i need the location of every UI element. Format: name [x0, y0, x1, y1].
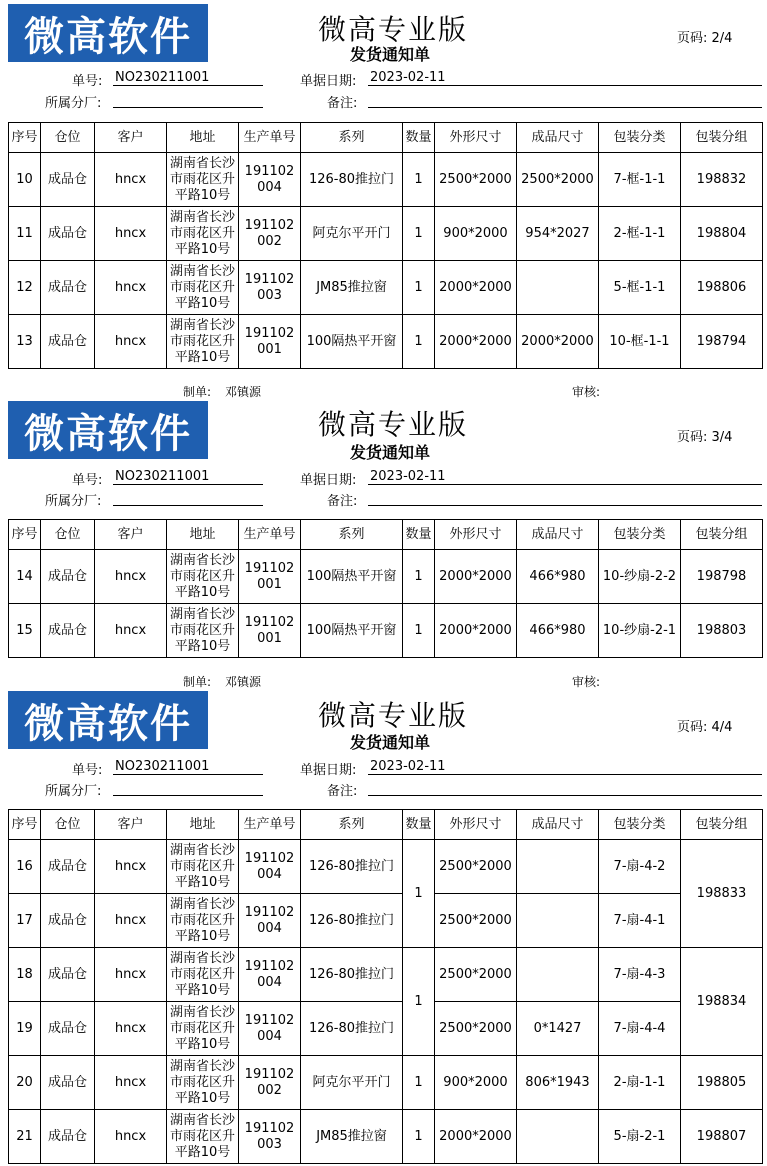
cell-wh: 成品仓: [41, 840, 95, 894]
table-row: [9, 1110, 763, 1164]
cell-wh: 成品仓: [41, 550, 95, 604]
cell-cust: hncx: [95, 207, 167, 261]
column-header: 数量: [403, 520, 435, 550]
cell-pack: 5-扇-2-1: [599, 1110, 681, 1164]
cell-wh: 成品仓: [41, 1002, 95, 1056]
cell-qty: 1: [403, 261, 435, 315]
table-row: [9, 604, 763, 658]
cell-pack: 7-扇-4-3: [599, 948, 681, 1002]
cell-prod: 191102002: [239, 1056, 301, 1110]
column-header: 地址: [167, 810, 239, 840]
company-logo: 微高软件: [8, 691, 208, 749]
page-number: 页码: 4/4: [677, 720, 733, 735]
cell-outer: 2500*2000: [435, 153, 517, 207]
column-header: 地址: [167, 520, 239, 550]
cell-no: 14: [9, 550, 41, 604]
cell-finished: 2500*2000: [517, 153, 599, 207]
cell-prod: 191102001: [239, 604, 301, 658]
cell-series: 阿克尔平开门: [301, 1056, 403, 1110]
cell-wh: 成品仓: [41, 894, 95, 948]
shipment-table: [8, 519, 763, 658]
order-no-label: 单号:: [72, 74, 103, 89]
cell-series: 126-80推拉门: [301, 1002, 403, 1056]
cell-group: 198804: [681, 207, 763, 261]
column-header: 包装分组: [681, 520, 763, 550]
cell-group: 198794: [681, 315, 763, 369]
column-header: 数量: [403, 810, 435, 840]
order-no-value: NO230211001: [113, 70, 263, 86]
cell-outer: 2000*2000: [435, 315, 517, 369]
cell-cust: hncx: [95, 1110, 167, 1164]
column-header: 系列: [301, 520, 403, 550]
column-header: 仓位: [41, 810, 95, 840]
cell-cust: hncx: [95, 604, 167, 658]
document-subtitle: 发货通知单: [350, 45, 431, 64]
cell-finished: 806*1943: [517, 1056, 599, 1110]
cell-outer: 2000*2000: [435, 261, 517, 315]
cell-outer: 900*2000: [435, 1056, 517, 1110]
column-header: 地址: [167, 123, 239, 153]
cell-series: JM85推拉窗: [301, 261, 403, 315]
cell-group: 198834: [681, 948, 763, 1056]
cell-group: 198803: [681, 604, 763, 658]
cell-no: 17: [9, 894, 41, 948]
cell-pack: 7-扇-4-1: [599, 894, 681, 948]
cell-finished: [517, 261, 599, 315]
date-value: 2023-02-11: [368, 469, 762, 485]
cell-finished: 466*980: [517, 550, 599, 604]
cell-no: 20: [9, 1056, 41, 1110]
cell-group: 198805: [681, 1056, 763, 1110]
cell-no: 11: [9, 207, 41, 261]
cell-group: 198807: [681, 1110, 763, 1164]
maker-label: 制单:: [183, 675, 212, 689]
cell-series: 126-80推拉门: [301, 894, 403, 948]
cell-pack: 7-扇-4-2: [599, 840, 681, 894]
factory-label: 所属分厂:: [45, 96, 102, 111]
column-header: 客户: [95, 810, 167, 840]
cell-group: 198806: [681, 261, 763, 315]
shipment-table: [8, 122, 763, 369]
factory-label: 所属分厂:: [45, 494, 102, 509]
factory-value: [113, 92, 263, 108]
table-row: [9, 261, 763, 315]
column-header: 仓位: [41, 123, 95, 153]
order-no-label: 单号:: [72, 473, 103, 488]
date-value: 2023-02-11: [368, 70, 762, 86]
page-number: 页码: 3/4: [677, 430, 733, 445]
cell-finished: [517, 894, 599, 948]
cell-series: 100隔热平开窗: [301, 604, 403, 658]
cell-prod: 191102001: [239, 315, 301, 369]
cell-cust: hncx: [95, 1002, 167, 1056]
date-value: 2023-02-11: [368, 759, 762, 775]
cell-addr: 湖南省长沙市雨花区升平路10号: [167, 604, 239, 658]
cell-finished: [517, 948, 599, 1002]
cell-no: 10: [9, 153, 41, 207]
cell-addr: 湖南省长沙市雨花区升平路10号: [167, 1002, 239, 1056]
factory-label: 所属分厂:: [45, 784, 102, 799]
cell-prod: 191102002: [239, 207, 301, 261]
column-header: 生产单号: [239, 123, 301, 153]
order-no-label: 单号:: [72, 763, 103, 778]
cell-pack: 5-框-1-1: [599, 261, 681, 315]
remark-label: 备注:: [327, 494, 358, 509]
date-label: 单据日期:: [300, 74, 357, 89]
column-header: 成品尺寸: [517, 520, 599, 550]
cell-addr: 湖南省长沙市雨花区升平路10号: [167, 153, 239, 207]
company-logo: 微高软件: [8, 4, 208, 62]
cell-no: 19: [9, 1002, 41, 1056]
cell-addr: 湖南省长沙市雨花区升平路10号: [167, 550, 239, 604]
table-row: [9, 550, 763, 604]
review-label: 审核:: [572, 385, 601, 399]
cell-addr: 湖南省长沙市雨花区升平路10号: [167, 1056, 239, 1110]
cell-qty: 1: [403, 315, 435, 369]
cell-pack: 2-扇-1-1: [599, 1056, 681, 1110]
cell-wh: 成品仓: [41, 315, 95, 369]
cell-finished: 954*2027: [517, 207, 599, 261]
cell-cust: hncx: [95, 261, 167, 315]
cell-finished: 2000*2000: [517, 315, 599, 369]
cell-qty: 1: [403, 840, 435, 948]
cell-series: 126-80推拉门: [301, 948, 403, 1002]
cell-wh: 成品仓: [41, 1056, 95, 1110]
cell-prod: 191102004: [239, 840, 301, 894]
cell-group: 198832: [681, 153, 763, 207]
cell-no: 18: [9, 948, 41, 1002]
document-title: 微高专业版: [318, 699, 469, 732]
cell-wh: 成品仓: [41, 604, 95, 658]
column-header: 外形尺寸: [435, 123, 517, 153]
cell-outer: 900*2000: [435, 207, 517, 261]
cell-prod: 191102004: [239, 894, 301, 948]
cell-cust: hncx: [95, 315, 167, 369]
cell-wh: 成品仓: [41, 153, 95, 207]
cell-addr: 湖南省长沙市雨花区升平路10号: [167, 948, 239, 1002]
cell-cust: hncx: [95, 1056, 167, 1110]
order-no-value: NO230211001: [113, 759, 263, 775]
column-header: 客户: [95, 520, 167, 550]
company-logo: 微高软件: [8, 401, 208, 459]
cell-pack: 10-纱扇-2-1: [599, 604, 681, 658]
cell-prod: 191102003: [239, 261, 301, 315]
cell-outer: 2500*2000: [435, 1002, 517, 1056]
column-header: 包装分类: [599, 520, 681, 550]
cell-finished: 466*980: [517, 604, 599, 658]
column-header: 序号: [9, 123, 41, 153]
shipment-table: [8, 809, 763, 1164]
cell-pack: 2-框-1-1: [599, 207, 681, 261]
cell-pack: 7-框-1-1: [599, 153, 681, 207]
cell-outer: 2000*2000: [435, 604, 517, 658]
cell-finished: [517, 1110, 599, 1164]
order-no-value: NO230211001: [113, 469, 263, 485]
column-header: 成品尺寸: [517, 810, 599, 840]
date-label: 单据日期:: [300, 763, 357, 778]
column-header: 包装分组: [681, 810, 763, 840]
remark-label: 备注:: [327, 784, 358, 799]
column-header: 序号: [9, 810, 41, 840]
table-row: [9, 1002, 763, 1056]
column-header: 生产单号: [239, 810, 301, 840]
factory-value: [113, 490, 263, 506]
cell-prod: 191102004: [239, 153, 301, 207]
cell-no: 21: [9, 1110, 41, 1164]
cell-series: 100隔热平开窗: [301, 550, 403, 604]
table-row: [9, 1056, 763, 1110]
cell-prod: 191102004: [239, 1002, 301, 1056]
cell-outer: 2500*2000: [435, 840, 517, 894]
page-number: 页码: 2/4: [677, 31, 733, 46]
cell-qty: 1: [403, 1110, 435, 1164]
column-header: 生产单号: [239, 520, 301, 550]
remark-value: [368, 92, 762, 108]
cell-wh: 成品仓: [41, 207, 95, 261]
cell-group: 198798: [681, 550, 763, 604]
cell-outer: 2000*2000: [435, 1110, 517, 1164]
cell-wh: 成品仓: [41, 1110, 95, 1164]
cell-cust: hncx: [95, 948, 167, 1002]
cell-pack: 10-框-1-1: [599, 315, 681, 369]
cell-addr: 湖南省长沙市雨花区升平路10号: [167, 261, 239, 315]
cell-qty: 1: [403, 604, 435, 658]
column-header: 成品尺寸: [517, 123, 599, 153]
cell-series: 126-80推拉门: [301, 153, 403, 207]
column-header: 仓位: [41, 520, 95, 550]
cell-addr: 湖南省长沙市雨花区升平路10号: [167, 1110, 239, 1164]
cell-series: 阿克尔平开门: [301, 207, 403, 261]
table-header-row: [9, 520, 763, 550]
cell-addr: 湖南省长沙市雨花区升平路10号: [167, 315, 239, 369]
cell-no: 15: [9, 604, 41, 658]
cell-no: 13: [9, 315, 41, 369]
cell-series: 126-80推拉门: [301, 840, 403, 894]
cell-cust: hncx: [95, 894, 167, 948]
remark-value: [368, 780, 762, 796]
column-header: 包装分组: [681, 123, 763, 153]
column-header: 序号: [9, 520, 41, 550]
table-header-row: [9, 810, 763, 840]
cell-qty: 1: [403, 153, 435, 207]
cell-prod: 191102003: [239, 1110, 301, 1164]
cell-pack: 10-纱扇-2-2: [599, 550, 681, 604]
cell-prod: 191102001: [239, 550, 301, 604]
document-subtitle: 发货通知单: [350, 733, 431, 752]
remark-label: 备注:: [327, 96, 358, 111]
maker-value: 邓镇源: [225, 385, 262, 399]
cell-cust: hncx: [95, 153, 167, 207]
cell-pack: 7-扇-4-4: [599, 1002, 681, 1056]
cell-qty: 1: [403, 207, 435, 261]
table-row: [9, 207, 763, 261]
cell-outer: 2500*2000: [435, 894, 517, 948]
column-header: 数量: [403, 123, 435, 153]
review-label: 审核:: [572, 675, 601, 689]
document-title: 微高专业版: [318, 408, 469, 441]
cell-qty: 1: [403, 550, 435, 604]
cell-prod: 191102004: [239, 948, 301, 1002]
cell-addr: 湖南省长沙市雨花区升平路10号: [167, 207, 239, 261]
cell-qty: 1: [403, 948, 435, 1056]
cell-wh: 成品仓: [41, 261, 95, 315]
factory-value: [113, 780, 263, 796]
cell-series: JM85推拉窗: [301, 1110, 403, 1164]
cell-no: 12: [9, 261, 41, 315]
column-header: 客户: [95, 123, 167, 153]
cell-addr: 湖南省长沙市雨花区升平路10号: [167, 894, 239, 948]
document-subtitle: 发货通知单: [350, 443, 431, 462]
cell-finished: [517, 840, 599, 894]
column-header: 包装分类: [599, 123, 681, 153]
table-row: [9, 840, 763, 894]
cell-finished: 0*1427: [517, 1002, 599, 1056]
column-header: 包装分类: [599, 810, 681, 840]
column-header: 系列: [301, 123, 403, 153]
cell-cust: hncx: [95, 550, 167, 604]
cell-outer: 2000*2000: [435, 550, 517, 604]
table-row: [9, 948, 763, 1002]
table-row: [9, 894, 763, 948]
remark-value: [368, 490, 762, 506]
cell-series: 100隔热平开窗: [301, 315, 403, 369]
cell-cust: hncx: [95, 840, 167, 894]
cell-wh: 成品仓: [41, 948, 95, 1002]
table-row: [9, 315, 763, 369]
document-title: 微高专业版: [318, 13, 469, 46]
maker-value: 邓镇源: [225, 675, 262, 689]
column-header: 外形尺寸: [435, 810, 517, 840]
table-header-row: [9, 123, 763, 153]
cell-group: 198833: [681, 840, 763, 948]
cell-outer: 2500*2000: [435, 948, 517, 1002]
date-label: 单据日期:: [300, 473, 357, 488]
column-header: 系列: [301, 810, 403, 840]
cell-addr: 湖南省长沙市雨花区升平路10号: [167, 840, 239, 894]
maker-label: 制单:: [183, 385, 212, 399]
table-row: [9, 153, 763, 207]
cell-qty: 1: [403, 1056, 435, 1110]
cell-no: 16: [9, 840, 41, 894]
column-header: 外形尺寸: [435, 520, 517, 550]
